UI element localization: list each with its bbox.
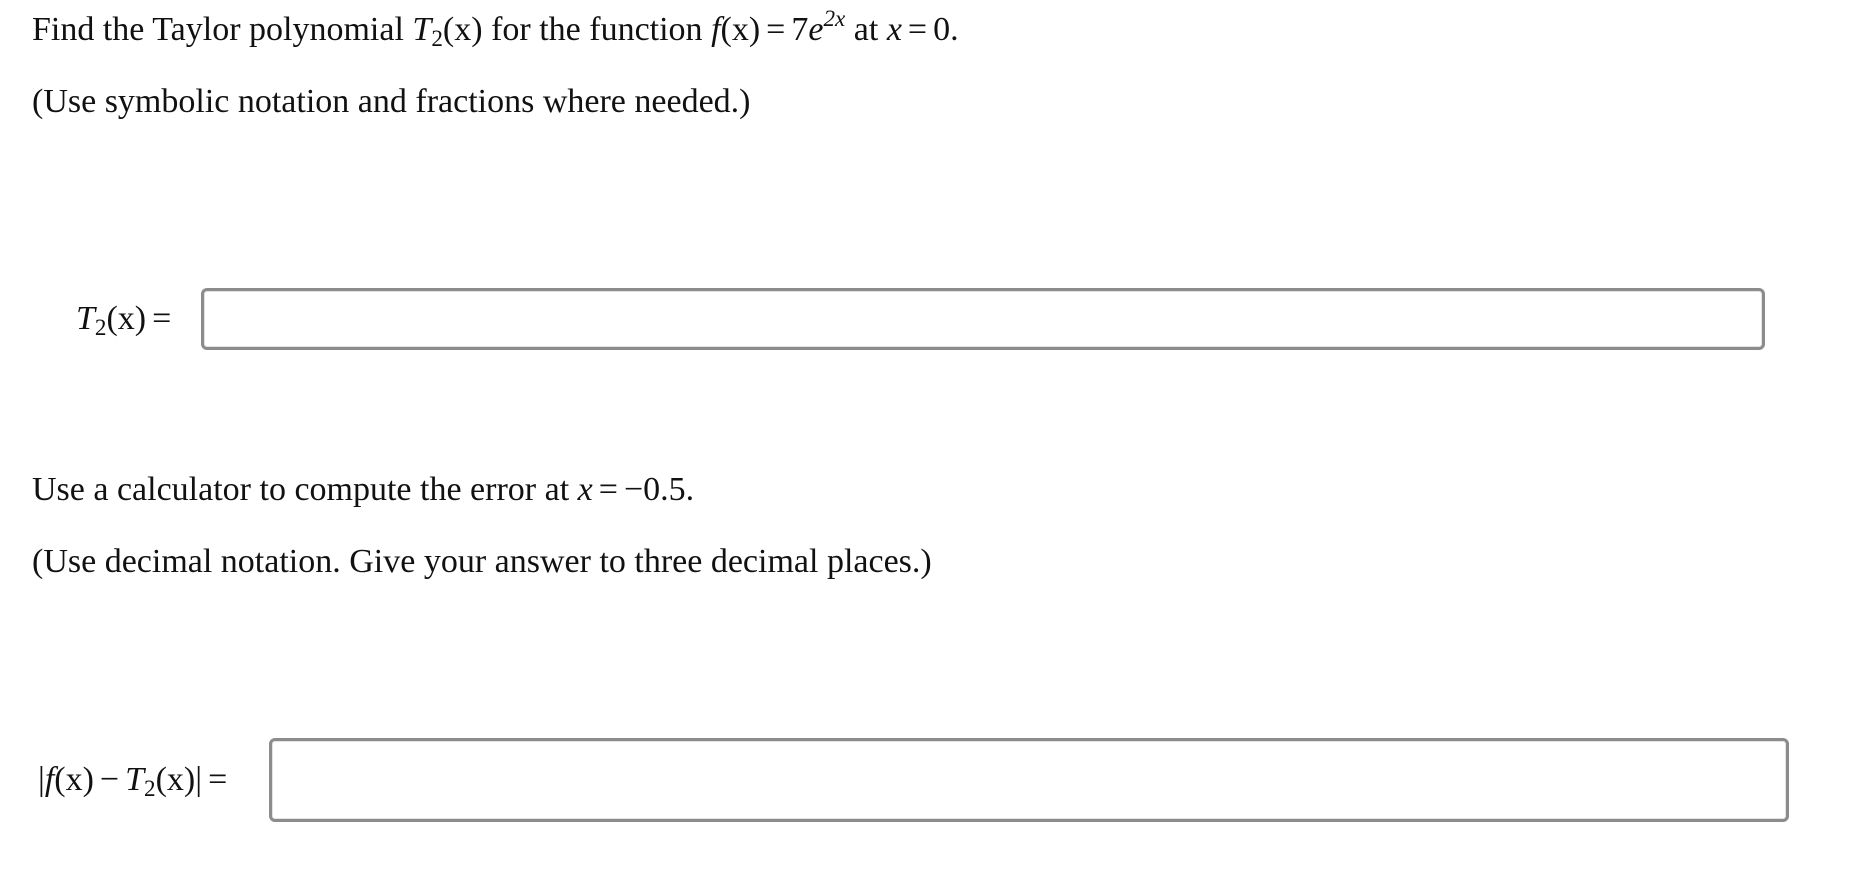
answer-1-label: $T_2(x)$ =	[76, 300, 172, 341]
question-2-text: Use a calculator to compute the error at x = −0.5.	[32, 471, 695, 508]
hint-1: (Use symbolic notation and fractions where needed.)	[32, 83, 751, 120]
function-symbol: f(x)	[711, 11, 761, 48]
question-1-prompt: Find the Taylor polynomial	[32, 11, 404, 48]
answer-2-label: $|f(x) - T_2(x)|$ =	[38, 761, 228, 802]
question-1-text: Find the Taylor polynomial $T_2(x)$ for the function $f(x) = 7e^{2x}$ at x = 0.	[32, 6, 959, 52]
expansion-point: 0.	[933, 11, 959, 48]
answer-1-row	[76, 288, 1765, 350]
taylor-polynomial-symbol: $T_2(x)$	[412, 11, 483, 52]
error-variable: x	[577, 471, 593, 508]
hint-2: (Use decimal notation. Give your answer to three decimal places.)	[32, 543, 932, 580]
function-expression: $7e^{2x}$	[791, 6, 846, 48]
taylor-polynomial-input[interactable]	[201, 288, 1765, 350]
error-value-input[interactable]	[269, 738, 1789, 822]
equals-sign: =	[766, 11, 786, 48]
question-1-mid: for the function	[491, 11, 703, 48]
error-point: −0.5.	[623, 471, 695, 508]
answer-2-row	[38, 738, 1789, 822]
expansion-variable: x	[886, 11, 902, 48]
question-1-at: at	[853, 11, 879, 48]
question-2-prompt: Use a calculator to compute the error at	[32, 471, 570, 508]
